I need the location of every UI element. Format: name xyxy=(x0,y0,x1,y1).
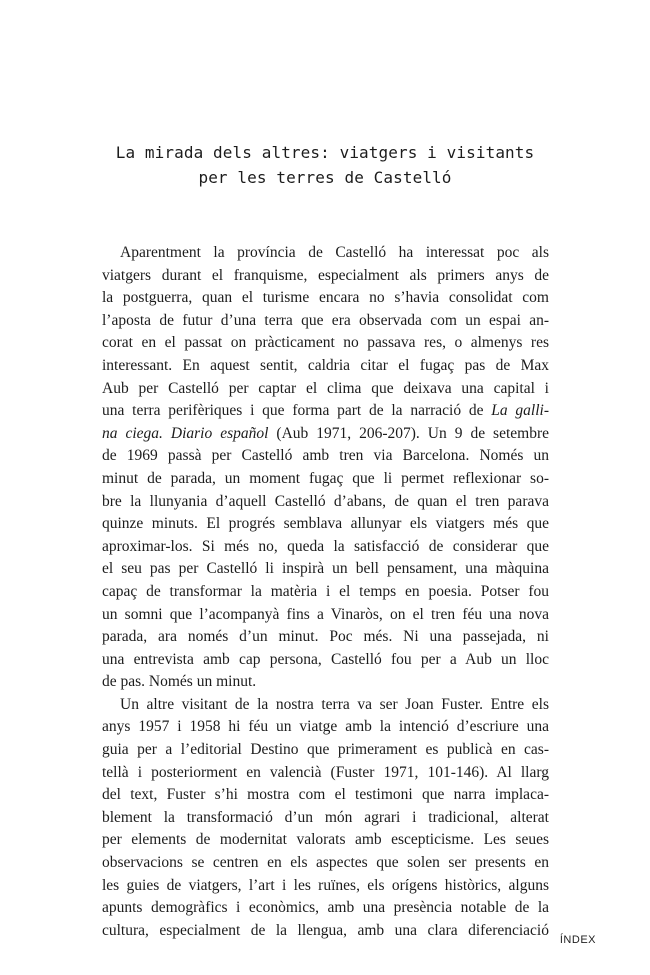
chapter-title-line-1: La mirada dels altres: viatgers i visitants xyxy=(115,143,535,162)
text-line: de 1969 passà per Castelló amb tren via Barcelona. Només un xyxy=(102,447,549,465)
text-segment: (Aub 1971, 206-207). Un 9 de setembre xyxy=(268,424,549,442)
paragraph-1 xyxy=(102,242,549,694)
text-line: minut de parada, un moment fugaç que li permet reflexionar so- xyxy=(102,469,549,487)
italic-title-segment: La galli- xyxy=(491,402,549,420)
text-line: viatgers durant el franquisme, especialment als primers anys de xyxy=(102,266,549,284)
text-line: interessant. En aquest sentit, caldria citar el fugaç pas de Max xyxy=(102,356,549,374)
index-link[interactable]: ÍNDEX xyxy=(559,934,596,946)
text-line: blement la transformació d’un món agrari i tradicional, alterat xyxy=(102,808,549,826)
text-line: Aub per Castelló per captar el clima que deixava una capital i xyxy=(102,379,549,397)
text-line: les guies de viatgers, l’art i les ruïnes, els orígens històrics, alguns xyxy=(102,876,549,894)
text-line: corat en el passat on pràcticament no passava res, o almenys res xyxy=(102,334,549,352)
body-text xyxy=(102,242,549,942)
text-line: quinze minuts. El progrés semblava allunyar els viatgers més que xyxy=(102,515,549,533)
text-line: cultura, especialment de la llengua, amb una clara diferenciació xyxy=(102,921,549,939)
text-line: apunts demogràfics i econòmics, amb una presència notable de la xyxy=(102,899,549,917)
text-line: la postguerra, quan el turisme encara no s’havia consolidat com xyxy=(102,289,549,307)
text-line: de pas. Només un minut. xyxy=(102,673,257,691)
text-line: tellà i posteriorment en valencià (Fuster 1971, 101-146). Al llarg xyxy=(102,763,549,781)
text-line xyxy=(102,423,549,446)
text-line: bre la llunyania d’aquell Castelló d’abans, de quan el tren parava xyxy=(102,492,549,510)
chapter-title xyxy=(80,140,570,190)
italic-title-segment: na ciega. Diario español xyxy=(102,424,269,442)
text-line: del text, Fuster s’hi mostra com el testimoni que narra implaca- xyxy=(102,786,549,804)
text-line: l’aposta de futur d’una terra que era observada com un espai an- xyxy=(102,311,549,329)
chapter-title-line-2: per les terres de Castelló xyxy=(198,168,452,187)
text-line: Un altre visitant de la nostra terra va ser Joan Fuster. Entre els xyxy=(120,695,549,713)
text-line xyxy=(102,400,549,423)
paragraph-2 xyxy=(102,694,549,943)
text-line: un somni que l’acompanyà fins a Vinaròs, on el tren féu una nova xyxy=(102,605,549,623)
text-line: capaç de transformar la matèria i el temps en poesia. Potser fou xyxy=(102,582,549,600)
text-line: observacions se centren en els aspectes que solen ser presents en xyxy=(102,854,549,872)
text-line: el seu pas per Castelló li inspirà un bell pensament, una màquina xyxy=(102,560,549,578)
text-line: una entrevista amb cap persona, Castelló fou per a Aub un lloc xyxy=(102,650,549,668)
text-line: guia per a l’editorial Destino que primerament es publicà en cas- xyxy=(102,741,549,759)
text-line: aproximar-los. Si més no, queda la satisfacció de considerar que xyxy=(102,537,549,555)
text-line: anys 1957 i 1958 hi féu un viatge amb la intenció d’escriure una xyxy=(102,718,549,736)
text-line: parada, ara només d’un minut. Poc més. Ni una passejada, ni xyxy=(102,628,549,646)
text-line: Aparentment la província de Castelló ha interessat poc als xyxy=(120,244,549,261)
text-segment: una terra perifèriques i que forma part de la narració de xyxy=(102,402,492,420)
text-line: per elements de modernitat valorats amb escepticisme. Les seues xyxy=(102,831,549,849)
